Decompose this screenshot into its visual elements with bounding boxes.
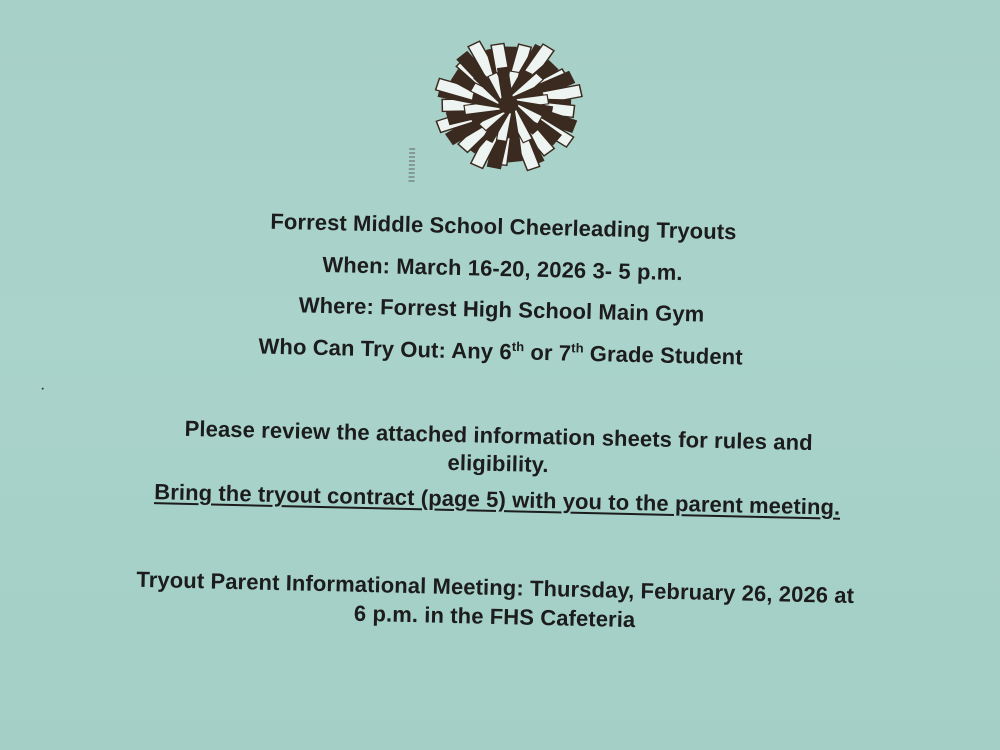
meeting-info-line-2: 6 p.m. in the FHS Cafeteria [353, 600, 636, 633]
flyer-title: Forrest Middle School Cheerleading Tryouts [270, 208, 737, 245]
who-sup-2: th [571, 340, 584, 356]
tryout-eligibility [0, 328, 1000, 377]
who-suffix: Grade Student [583, 340, 743, 370]
meeting-info-line-1: Tryout Parent Informational Meeting: Thursday, February 26, 2026 at [136, 566, 855, 609]
tryout-when: When: March 16-20, 2026 3- 5 p.m. [322, 251, 683, 286]
who-sup-1: th [511, 338, 525, 355]
review-note-line-1: Please review the attached information sheets for rules and [184, 415, 814, 456]
image-credit-mark [408, 148, 415, 184]
review-note-line-2: eligibility. [447, 449, 549, 478]
tryout-where: Where: Forrest High School Main Gym [298, 292, 705, 327]
paper-speck [42, 388, 44, 390]
pompom-icon [416, 32, 599, 186]
who-middle: or 7 [523, 339, 572, 366]
contract-note: Bring the tryout contract (page 5) with you to the parent meeting. [153, 479, 841, 520]
who-prefix: Who Can Try Out: Any 6 [258, 333, 512, 365]
